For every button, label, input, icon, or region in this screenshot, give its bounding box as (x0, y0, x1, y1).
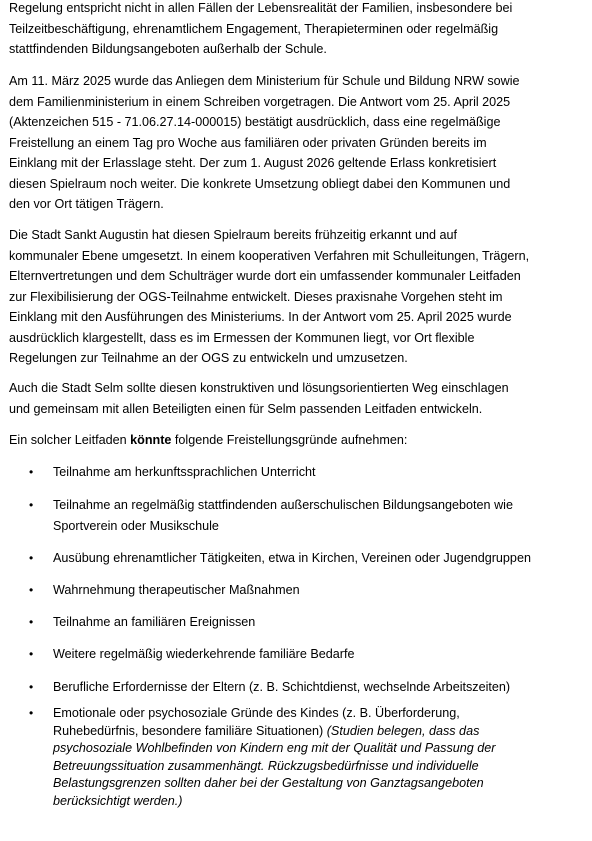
intro-before: Ein solcher Leitfaden (9, 433, 131, 447)
intro-after: folgende Freistellungsgründe aufnehmen: (171, 433, 408, 447)
text-line: ausdrücklich klargestellt, dass es im Ermessen der Kommunen liegt, vor Ort flexible (9, 330, 475, 345)
list-item-text: Ausübung ehrenamtlicher Tätigkeiten, etwa in Kirchen, Vereinen oder Jugendgruppen (53, 551, 531, 565)
text-line: dem Familienministerium in einem Schreiben vorgetragen. Die Antwort vom 25. April 2025 (9, 94, 511, 109)
text-line: stattfindenden Bildungsangeboten außerhalb der Schule. (9, 42, 327, 56)
bullet-icon: • (29, 706, 34, 720)
text-line: Regelungen zur Teilnahme an der OGS zu entwickeln und umzusetzen. (9, 351, 408, 365)
list-item-text: Sportverein oder Musikschule (53, 518, 219, 533)
text-line (9, 430, 584, 451)
list-item-text: Teilnahme am herkunftssprachlichen Unterricht (53, 465, 316, 479)
paragraph-ministerium (9, 71, 584, 215)
text-line: Einklang mit den Ausführungen des Ministeriums. In der Antwort vom 25. April 2025 wurde (9, 310, 512, 324)
bullet-icon: • (29, 615, 34, 629)
list-item-note: psychosoziale Wohlbefinden von Kindern eng mit der Qualität und Passung der (53, 741, 496, 755)
list-item-text: Teilnahme an regelmäßig stattfindenden außerschulischen Bildungsangeboten wie (53, 498, 513, 512)
text-line: Einklang mit der Erlasslage steht. Der zum 1. August 2026 geltende Erlass konkretisiert (9, 156, 497, 170)
list-item-note: berücksichtigt werden.) (53, 793, 183, 808)
text-line: (Aktenzeichen 515 - 71.06.27.14-000015) bestätigt ausdrücklich, dass eine regelmäßige (9, 115, 501, 129)
text-line: Elternvertretungen und dem Schulträger wurde dort ein umfassender kommunaler Leitfaden (9, 269, 521, 283)
bullet-icon: • (29, 465, 34, 479)
text-line: Regelung entspricht nicht in allen Fällen der Lebensrealität der Familien, insbesondere bei (9, 1, 513, 15)
list-item-text-part: Ruhebedürfnis, besondere familiäre Situationen) (53, 723, 324, 738)
list-item-note: Betreuungssituation zusammenhängt. Rückzugsbedürfnisse und individuelle (53, 758, 479, 773)
paragraph-leitfaden-intro (9, 430, 584, 451)
list-item-text: Weitere regelmäßig wiederkehrende familiäre Bedarfe (53, 647, 355, 661)
paragraph-sankt-augustin (9, 225, 584, 369)
paragraph-selm (9, 378, 584, 419)
text-line: Freistellung an einem Tag pro Woche aus familiären oder privaten Gründen bereits im (9, 135, 487, 150)
text-line: zur Flexibilisierung der OGS-Teilnahme entwickelt. Dieses praxisnahe Vorgehen steht im (9, 289, 503, 304)
text-line: Auch die Stadt Selm sollte diesen konstruktiven und lösungsorientierten Weg einschlagen (9, 381, 509, 395)
bullet-icon: • (29, 680, 34, 694)
text-line: und gemeinsam mit allen Beteiligten einen für Selm passenden Leitfaden entwickeln. (9, 401, 483, 416)
list-item-note: (Studien belegen, dass das (323, 723, 480, 738)
intro-bold-word: könnte (130, 433, 172, 447)
text-line: Die Stadt Sankt Augustin hat diesen Spielraum bereits frühzeitig erkannt und auf (9, 228, 458, 242)
text-line: den vor Ort tätigen Trägern. (9, 197, 164, 211)
list-item-text: Wahrnehmung therapeutischer Maßnahmen (53, 583, 300, 597)
list-item-text: Emotionale oder psychosoziale Gründe des Kindes (z. B. Überforderung, (53, 706, 460, 720)
bullet-icon: • (29, 498, 34, 512)
text-line: Teilzeitbeschäftigung, ehrenamtlichem Engagement, Therapieterminen oder regelmäßig (9, 21, 499, 36)
list-item-note: Belastungsgrenzen sollten daher bei der Gestaltung von Ganztagsangeboten (53, 776, 484, 790)
bullet-icon: • (29, 583, 34, 597)
bullet-icon: • (29, 551, 34, 565)
text-line: Am 11. März 2025 wurde das Anliegen dem Ministerium für Schule und Bildung NRW sowie (9, 74, 520, 88)
list-item-text (53, 723, 573, 741)
list-item-text: Berufliche Erfordernisse der Eltern (z. B. Schichtdienst, wechselnde Arbeitszeiten) (53, 680, 511, 694)
text-line: diesen Spielraum noch weiter. Die konkrete Umsetzung obliegt dabei den Kommunen und (9, 176, 511, 191)
bullet-icon: • (29, 647, 34, 661)
list-item-text: Teilnahme an familiären Ereignissen (53, 615, 256, 629)
text-line: kommunaler Ebene umgesetzt. In einem kooperativen Verfahren mit Schulleitungen, Trägern, (9, 248, 530, 263)
paragraph-intro-regelung (9, 0, 584, 60)
